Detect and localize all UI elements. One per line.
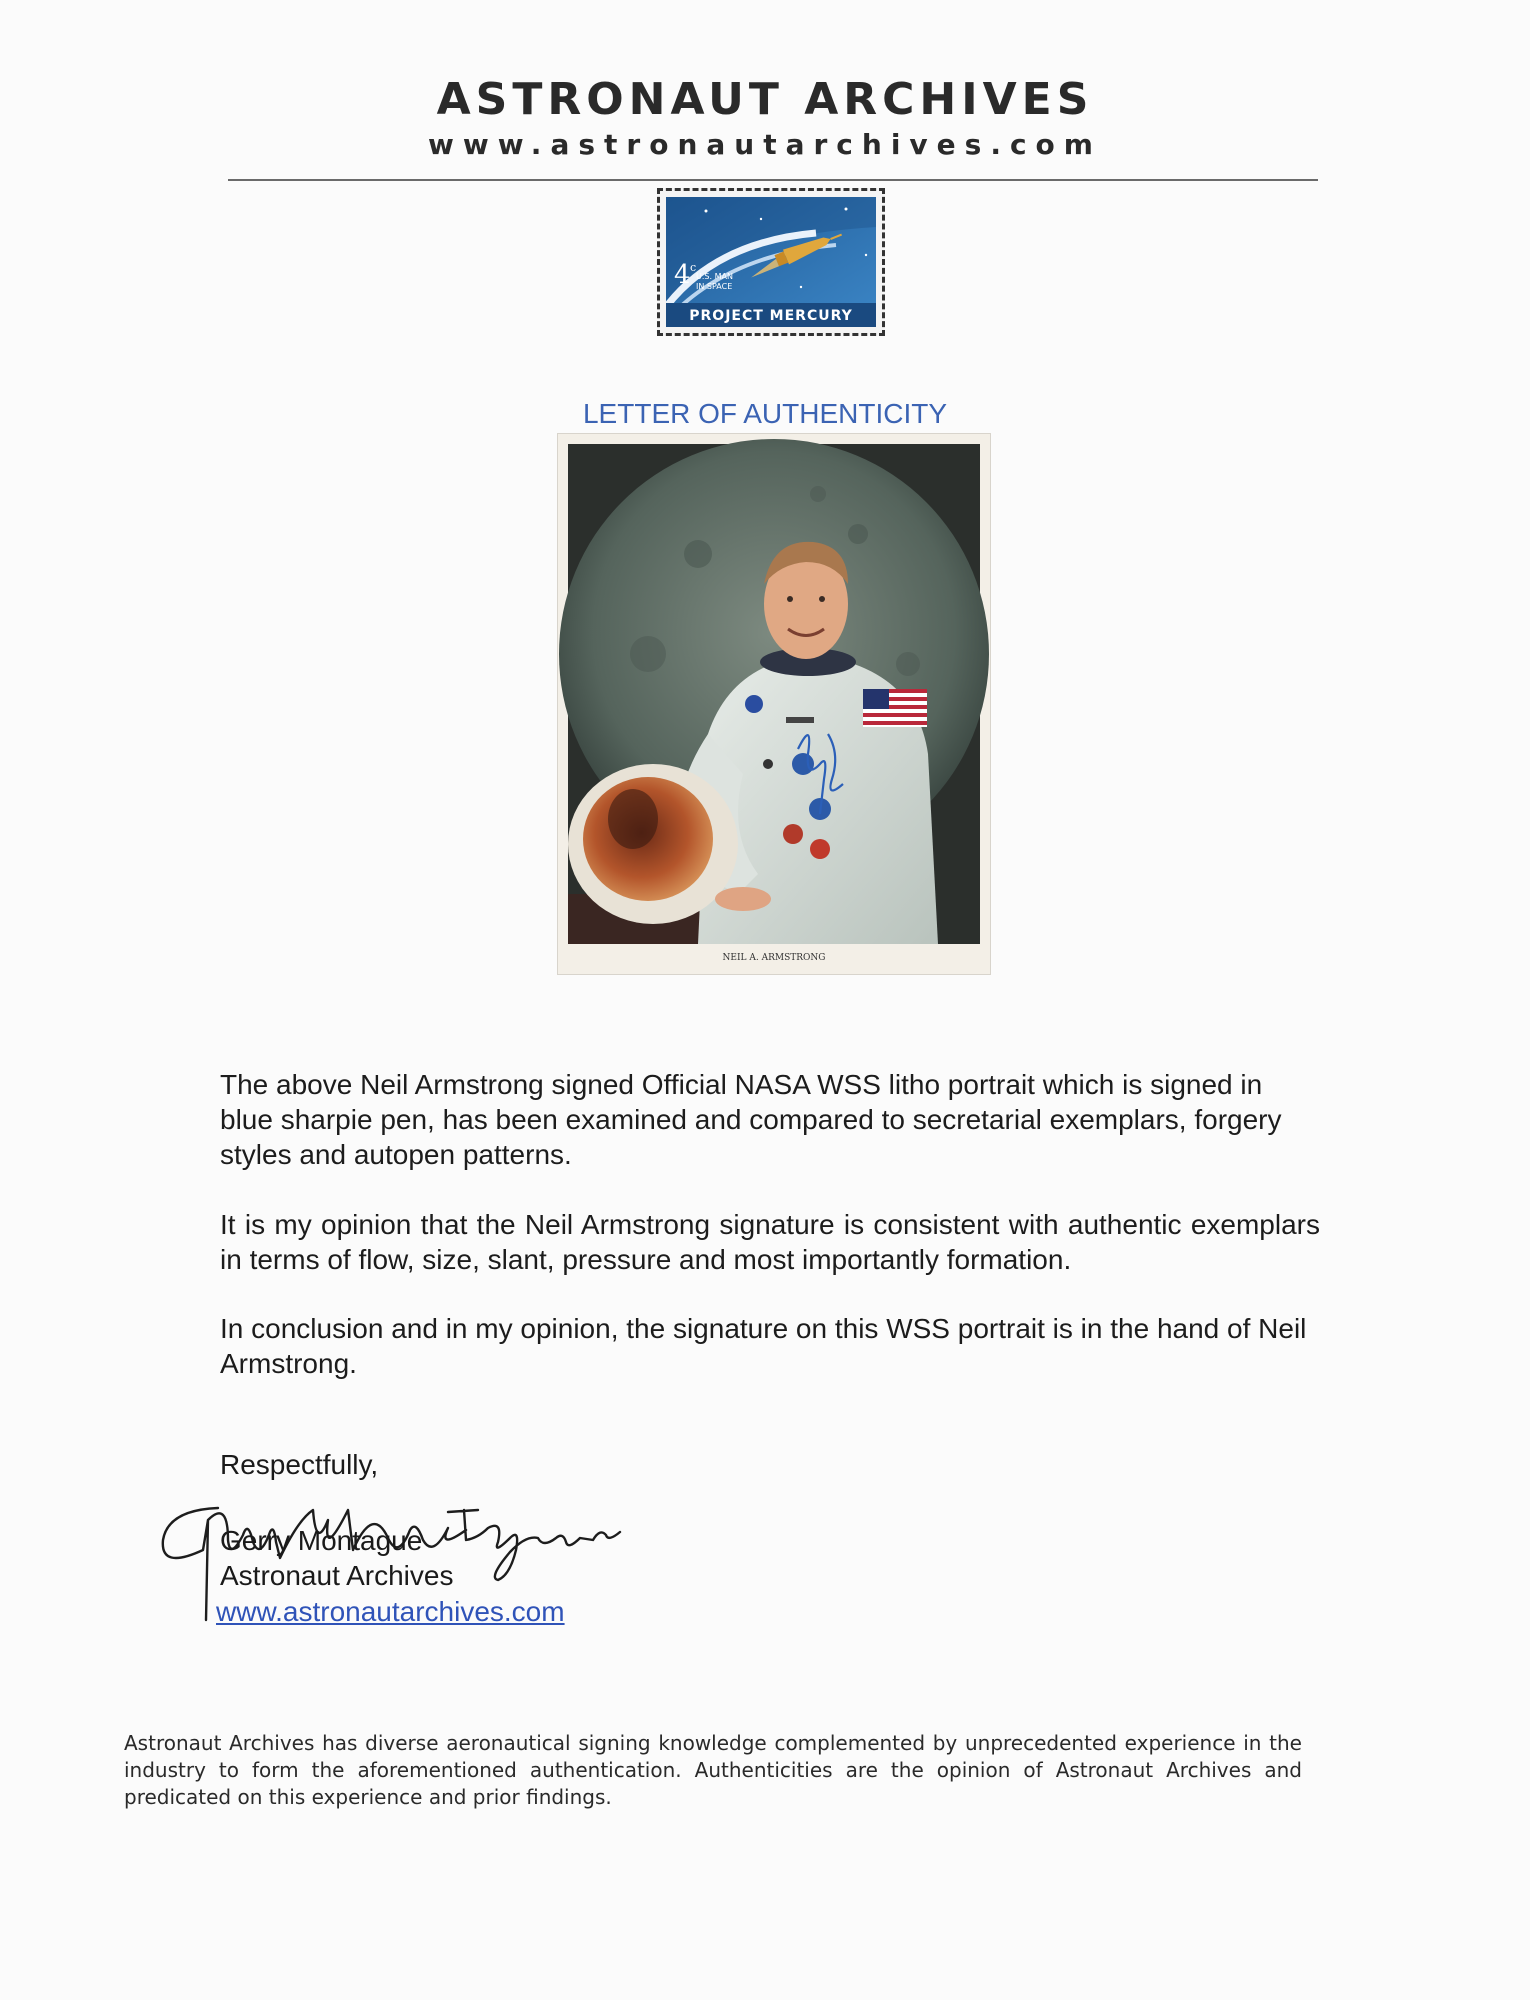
body-paragraph-1: The above Neil Armstrong signed Official NASA WSS litho portrait which is signed in blue sharpie pen, has been examined and compared to secretarial exemplars, forgery styles and autopen patterns.: [220, 1069, 1282, 1170]
stamp-denomination-unit: c: [690, 261, 697, 274]
organization-url: www.astronautarchives.com: [428, 128, 1102, 161]
project-mercury-stamp: [657, 188, 885, 336]
body-paragraph-2: It is my opinion that the Neil Armstrong signature is consistent with authentic exemplars in terms of flow, size, slant, pressure and most importantly formation.: [220, 1209, 1320, 1275]
closing-salutation: Respectfully,: [220, 1449, 379, 1480]
astronaut-portrait: [558, 434, 990, 974]
body-paragraph-3: In conclusion and in my opinion, the signature on this WSS portrait is in the hand of Neil Armstrong.: [220, 1313, 1307, 1379]
header-divider: [228, 179, 1318, 181]
us-flag-icon: [863, 689, 927, 727]
portrait-image: [558, 434, 990, 974]
disclaimer-text: Astronaut Archives has diverse aeronautical signing knowledge complemented by unprecedented experience in the industry to form the aforementioned authentication. Authenticities are the opinion of Astronaut Archives and predicated on this experience and prior findings.: [124, 1731, 1302, 1809]
signer-organization: Astronaut Archives: [220, 1560, 454, 1591]
stamp-denomination: 4: [674, 260, 691, 290]
stamp-inscription-line1: U.S. MAN: [696, 272, 733, 281]
signer-name: Gerry Montague: [220, 1525, 423, 1556]
website-link[interactable]: www.astronautarchives.com: [216, 1596, 565, 1627]
portrait-caption: NEIL A. ARMSTRONG: [722, 953, 826, 963]
organization-name: ASTRONAUT ARCHIVES: [436, 74, 1094, 125]
stamp-artwork: [666, 197, 876, 327]
letter-title: LETTER OF AUTHENTICITY: [582, 398, 948, 429]
stamp-banner: PROJECT MERCURY: [689, 308, 853, 324]
nasa-patch-icon: [745, 695, 763, 713]
stamp-inscription-line2: IN SPACE: [696, 282, 733, 291]
